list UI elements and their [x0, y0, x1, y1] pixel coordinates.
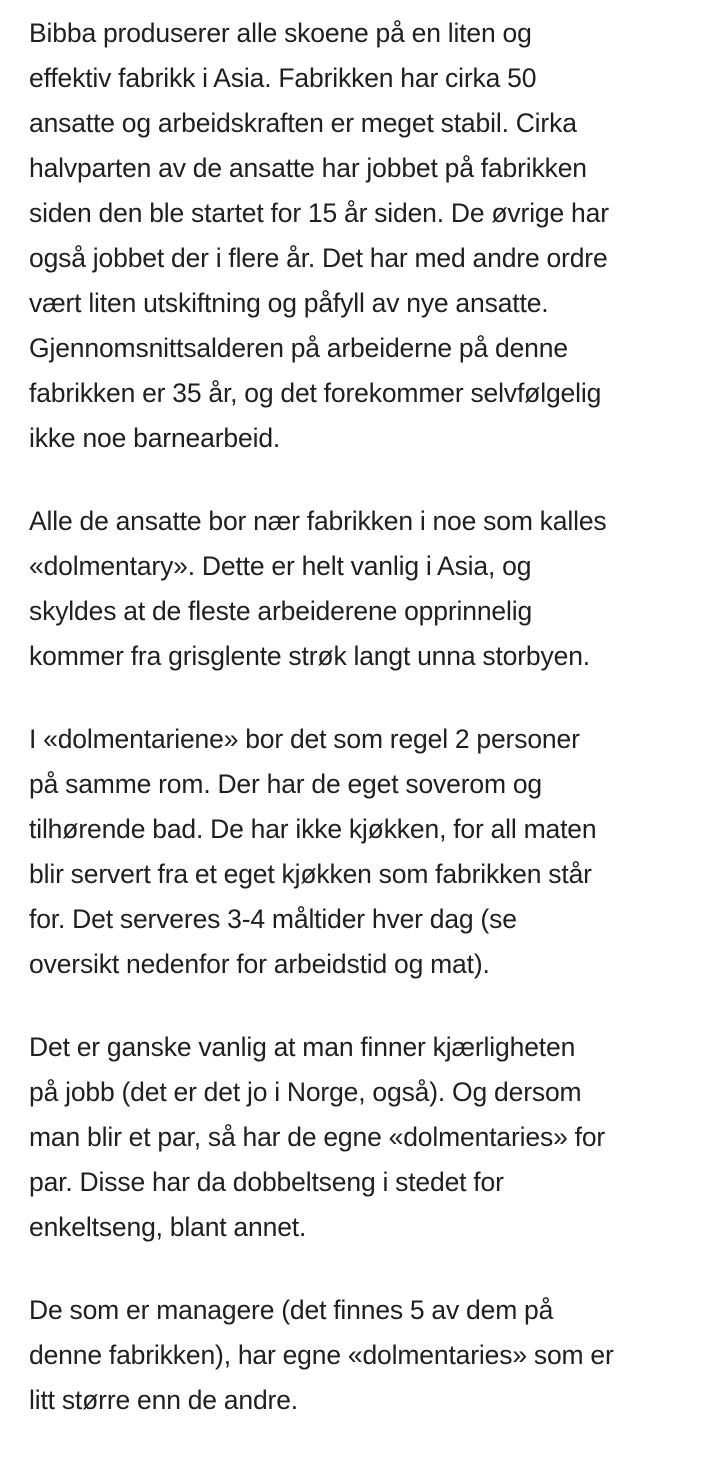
text-line: halvparten av de ansatte har jobbet på fabrikken	[29, 153, 587, 183]
paragraph-housing	[29, 499, 709, 679]
text-line: Gjennomsnittsalderen på arbeiderne på denne	[29, 333, 568, 363]
text-line: Alle de ansatte bor nær fabrikken i noe som kalles	[29, 506, 607, 536]
text-line: vært liten utskiftning og påfyll av nye ansatte.	[29, 288, 549, 318]
text-line: De som er managere (det finnes 5 av dem på	[29, 1295, 554, 1325]
text-line: tilhørende bad. De har ikke kjøkken, for all maten	[29, 814, 597, 844]
text-line: Det er ganske vanlig at man finner kjærligheten	[29, 1032, 576, 1062]
text-line: litt større enn de andre.	[29, 1385, 299, 1415]
text-line: effektiv fabrikk i Asia. Fabrikken har cirka 50	[29, 63, 537, 93]
text-line: også jobbet der i flere år. Det har med andre ordre	[29, 243, 608, 273]
text-line: I «dolmentariene» bor det som regel 2 personer	[29, 724, 580, 754]
text-line: fabrikken er 35 år, og det forekommer selvfølgelig	[29, 378, 602, 408]
text-line: på samme rom. Der har de eget soverom og	[29, 769, 542, 799]
paragraph-couples	[29, 1025, 709, 1250]
text-line: enkeltseng, blant annet.	[29, 1212, 307, 1242]
text-line: på jobb (det er det jo i Norge, også). Og dersom	[29, 1077, 582, 1107]
text-line: blir servert fra et eget kjøkken som fabrikken står	[29, 859, 592, 889]
text-line: oversikt nedenfor for arbeidstid og mat).	[29, 949, 490, 979]
text-line: Bibba produserer alle skoene på en liten og	[29, 18, 532, 48]
text-line: par. Disse har da dobbeltseng i stedet for	[29, 1167, 504, 1197]
text-line: «dolmentary». Dette er helt vanlig i Asia, og	[29, 551, 532, 581]
text-line: siden den ble startet for 15 år siden. De øvrige har	[29, 198, 609, 228]
article-body	[29, 11, 709, 1461]
text-line: denne fabrikken), har egne «dolmentaries» som er	[29, 1340, 614, 1370]
paragraph-rooms	[29, 717, 709, 987]
text-line: for. Det serveres 3-4 måltider hver dag (se	[29, 904, 517, 934]
paragraph-managers	[29, 1288, 709, 1423]
text-line: man blir et par, så har de egne «dolmentaries» for	[29, 1122, 606, 1152]
text-line: kommer fra grisglente strøk langt unna storbyen.	[29, 641, 590, 671]
paragraph-factory	[29, 11, 709, 461]
text-line: ikke noe barnearbeid.	[29, 423, 281, 453]
text-line: ansatte og arbeidskraften er meget stabil. Cirka	[29, 108, 577, 138]
text-line: skyldes at de fleste arbeiderene opprinnelig	[29, 596, 533, 626]
